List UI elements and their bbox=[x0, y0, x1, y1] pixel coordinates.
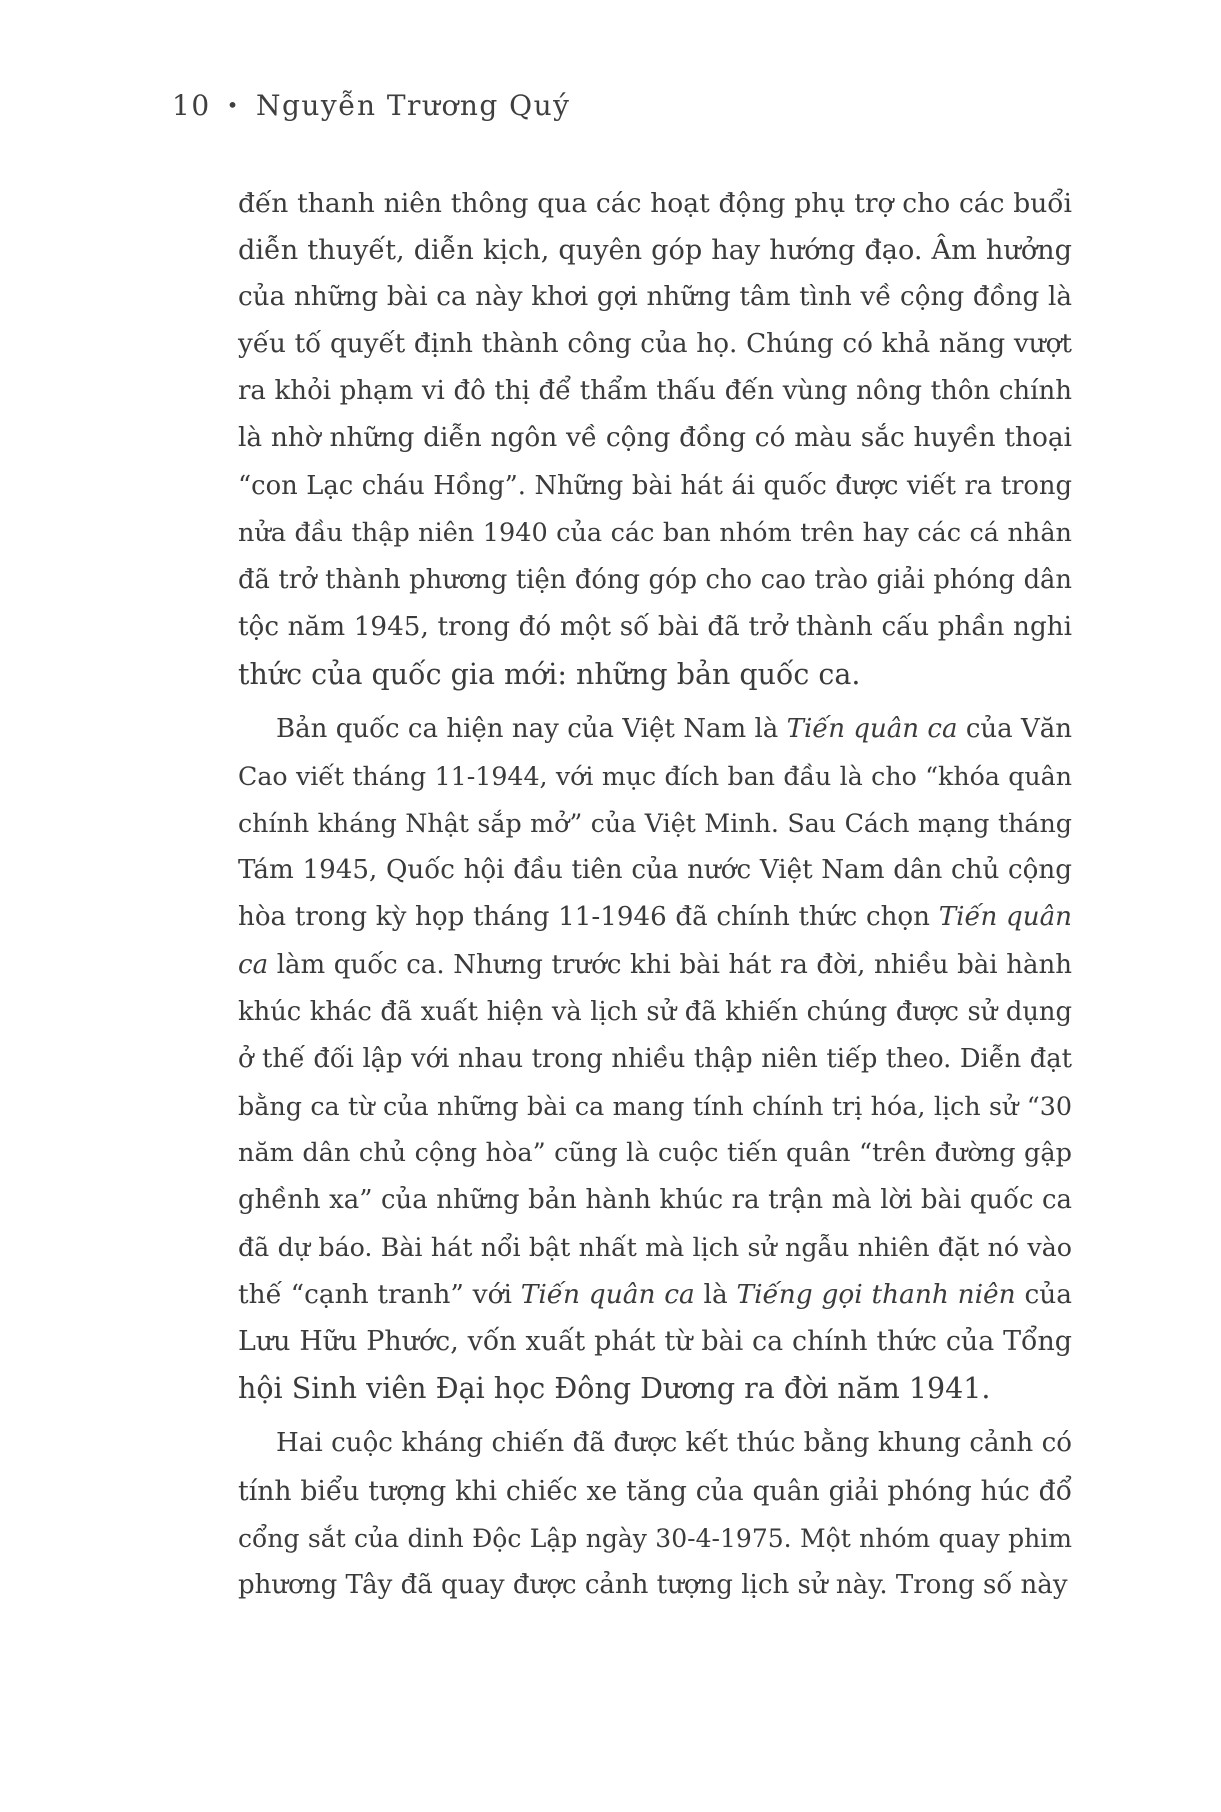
text-line bbox=[238, 1036, 1072, 1083]
text-line bbox=[238, 753, 1072, 800]
text-segment: là bbox=[694, 1279, 737, 1311]
text-line bbox=[238, 557, 1072, 604]
text-line bbox=[238, 1515, 1072, 1562]
text-line bbox=[238, 1468, 1072, 1515]
text-line bbox=[238, 847, 1072, 894]
text-segment: Hai cuộc kháng chiến đã được kết thúc bằng khung cảnh có bbox=[276, 1428, 1072, 1459]
text-line bbox=[238, 1420, 1072, 1467]
text-line bbox=[238, 1083, 1072, 1130]
paragraph-1 bbox=[238, 180, 1072, 698]
text-segment: của bbox=[1015, 1279, 1072, 1311]
text-line bbox=[238, 800, 1072, 847]
text-segment: cổng sắt của dinh Độc Lập ngày 30-4-1975. Một nhóm quay phim bbox=[238, 1523, 1072, 1553]
text-line bbox=[238, 1271, 1072, 1318]
text-segment: Lưu Hữu Phước, vốn xuất phát từ bài ca chính thức của Tổng bbox=[238, 1326, 1072, 1358]
page-number: 10 bbox=[172, 89, 211, 122]
text-segment: của Văn bbox=[957, 714, 1073, 745]
text-segment: “con Lạc cháu Hồng”. Những bài hát ái quốc được viết ra trong bbox=[238, 470, 1072, 501]
text-line bbox=[238, 651, 1072, 698]
text-segment: ghềnh xa” của những bản hành khúc ra trận mà lời bài quốc ca bbox=[238, 1184, 1072, 1215]
text-segment: tộc năm 1945, trong đó một số bài đã trở thành cấu phần nghi bbox=[238, 611, 1072, 642]
text-line bbox=[238, 1562, 1072, 1609]
italic-title: ca bbox=[238, 949, 269, 980]
text-line bbox=[238, 1130, 1072, 1177]
text-line bbox=[238, 274, 1072, 321]
text-line bbox=[238, 510, 1072, 557]
italic-title: Tiếng gọi thanh niên bbox=[736, 1279, 1016, 1311]
text-line bbox=[238, 1177, 1072, 1224]
text-segment: chính kháng Nhật sắp mở” của Việt Minh. Sau Cách mạng tháng bbox=[238, 809, 1072, 839]
text-line bbox=[238, 942, 1072, 989]
text-line bbox=[238, 894, 1072, 941]
text-segment: phương Tây đã quay được cảnh tượng lịch sử này. Trong số này bbox=[238, 1569, 1068, 1600]
author-name: Nguyễn Trương Quý bbox=[255, 89, 571, 122]
text-line bbox=[238, 706, 1072, 753]
text-segment: diễn thuyết, diễn kịch, quyên góp hay hướng đạo. Âm hưởng bbox=[238, 235, 1072, 267]
paragraph-2 bbox=[238, 706, 1072, 1412]
text-line bbox=[238, 180, 1072, 227]
text-segment: làm quốc ca. Nhưng trước khi bài hát ra đời, nhiều bài hành bbox=[268, 949, 1072, 980]
text-segment: là nhờ những diễn ngôn về cộng đồng có màu sắc huyền thoại bbox=[238, 423, 1072, 454]
paragraph-3 bbox=[238, 1420, 1072, 1608]
text-line bbox=[238, 321, 1072, 368]
text-segment: thế “cạnh tranh” với bbox=[238, 1279, 521, 1311]
text-segment: khúc khác đã xuất hiện và lịch sử đã khiến chúng được sử dụng bbox=[238, 996, 1072, 1027]
text-segment: đến thanh niên thông qua các hoạt động phụ trợ cho các buổi bbox=[238, 188, 1072, 219]
header-separator: • bbox=[226, 92, 240, 117]
text-line bbox=[238, 1224, 1072, 1271]
text-segment: thức của quốc gia mới: những bản quốc ca. bbox=[238, 657, 861, 691]
text-segment: hội Sinh viên Đại học Đông Dương ra đời năm 1941. bbox=[238, 1372, 991, 1406]
running-header bbox=[172, 86, 571, 128]
text-segment: hòa trong kỳ họp tháng 11-1946 đã chính thức chọn bbox=[238, 902, 939, 933]
text-segment: của những bài ca này khơi gợi những tâm tình về cộng đồng là bbox=[238, 282, 1072, 313]
italic-title: Tiến quân ca bbox=[520, 1279, 695, 1311]
text-line bbox=[238, 989, 1072, 1036]
text-segment: Tám 1945, Quốc hội đầu tiên của nước Việt Nam dân chủ cộng bbox=[238, 855, 1072, 886]
italic-title: Tiến quân ca bbox=[786, 714, 958, 745]
italic-title: Tiến quân bbox=[938, 902, 1073, 933]
text-segment: bằng ca từ của những bài ca mang tính chính trị hóa, lịch sử “30 bbox=[238, 1090, 1072, 1121]
text-line bbox=[238, 463, 1072, 510]
text-segment: đã trở thành phương tiện đóng góp cho cao trào giải phóng dân bbox=[238, 564, 1072, 595]
text-segment: tính biểu tượng khi chiếc xe tăng của quân giải phóng húc đổ bbox=[238, 1475, 1072, 1507]
text-segment: Bản quốc ca hiện nay của Việt Nam là bbox=[276, 714, 787, 745]
text-segment: năm dân chủ cộng hòa” cũng là cuộc tiến quân “trên đường gập bbox=[238, 1137, 1072, 1168]
text-line bbox=[238, 227, 1072, 274]
text-line bbox=[238, 604, 1072, 651]
text-line bbox=[238, 415, 1072, 462]
text-segment: đã dự báo. Bài hát nổi bật nhất mà lịch sử ngẫu nhiên đặt nó vào bbox=[238, 1233, 1072, 1263]
body-text bbox=[238, 180, 1072, 1617]
text-segment: yếu tố quyết định thành công của họ. Chúng có khả năng vượt bbox=[238, 329, 1072, 360]
text-line bbox=[238, 1365, 1072, 1412]
text-segment: ở thế đối lập với nhau trong nhiều thập niên tiếp theo. Diễn đạt bbox=[238, 1043, 1072, 1074]
text-line bbox=[238, 1318, 1072, 1365]
text-line bbox=[238, 368, 1072, 415]
text-segment: nửa đầu thập niên 1940 của các ban nhóm trên hay các cá nhân bbox=[238, 517, 1072, 548]
text-segment: ra khỏi phạm vi đô thị để thẩm thấu đến vùng nông thôn chính bbox=[238, 376, 1072, 407]
text-segment: Cao viết tháng 11-1944, với mục đích ban đầu là cho “khóa quân bbox=[238, 762, 1072, 792]
